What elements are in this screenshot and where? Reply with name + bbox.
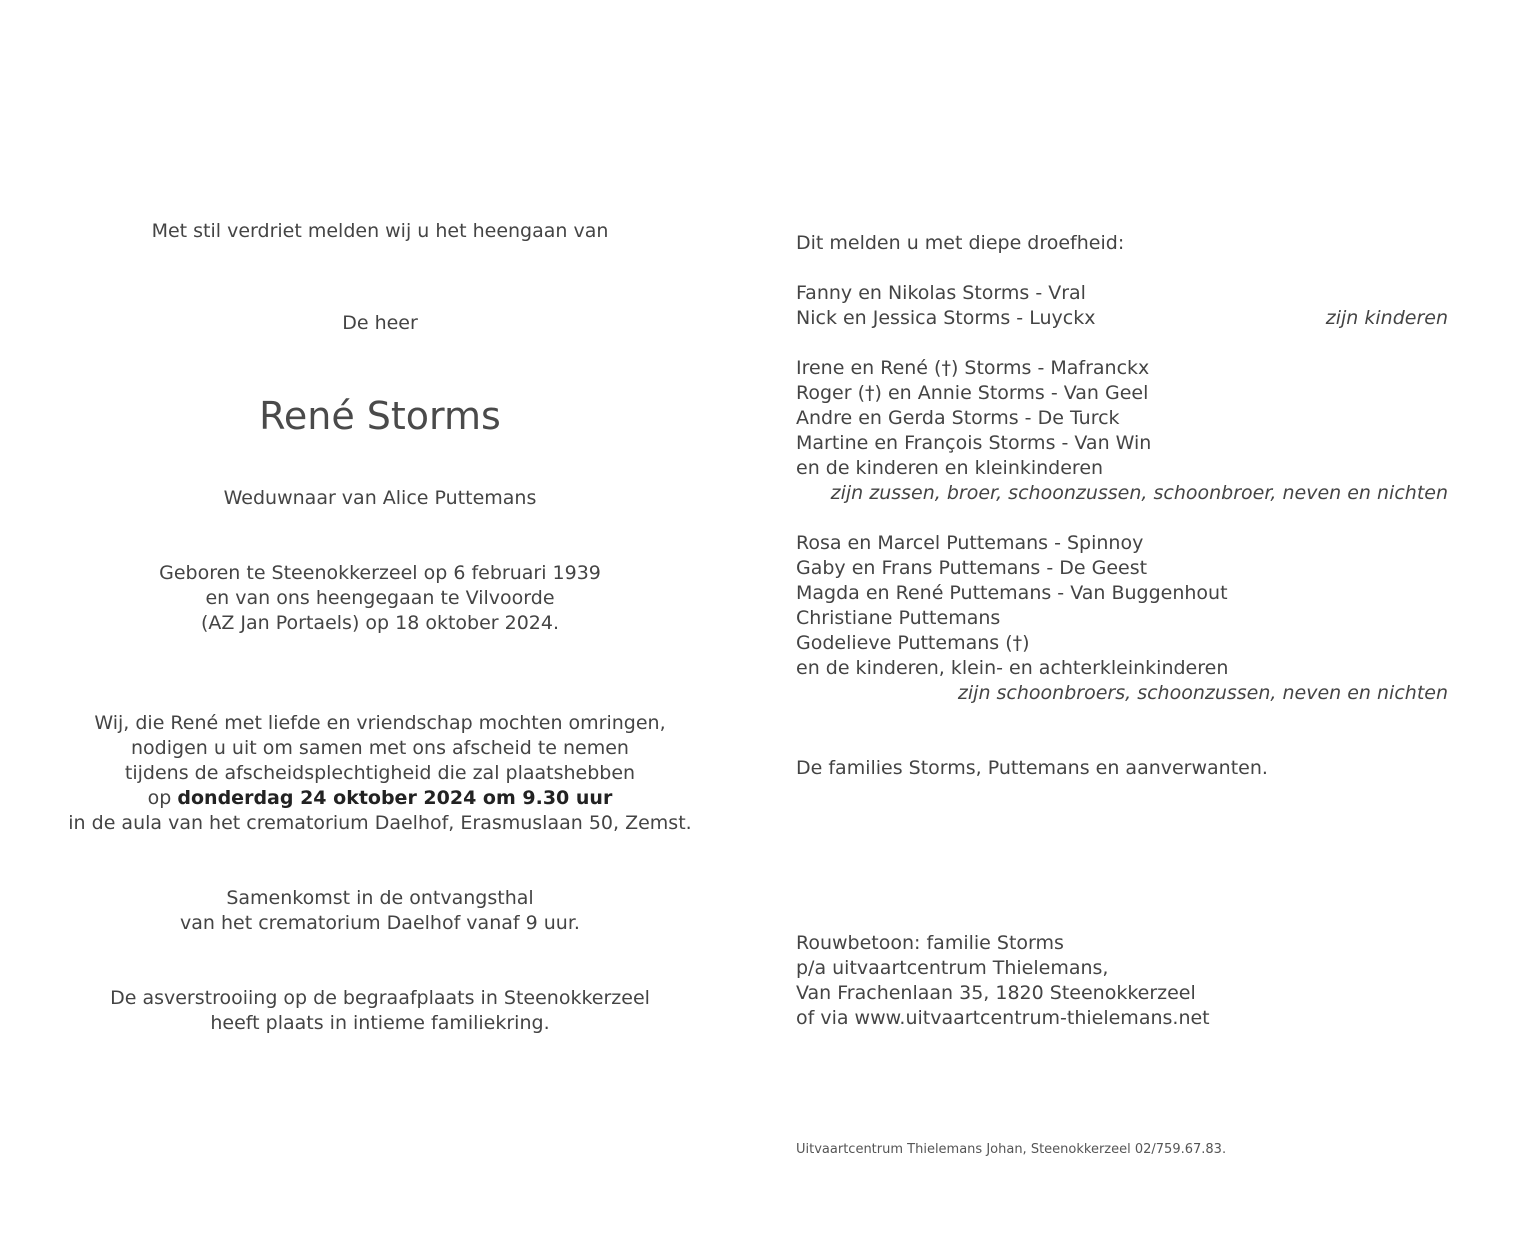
ceremony-location: in de aula van het crematorium Daelhof, Erasmuslaan 50, Zemst. (68, 812, 692, 834)
honorific: De heer (342, 312, 418, 334)
invitation-line: Wij, die René met liefde en vriendschap mochten omringen, (94, 712, 666, 734)
scattering-line: De asverstrooiing op de begraafplaats in Steenokkerzeel (110, 987, 650, 1009)
inlaw-entry: Christiane Puttemans (796, 607, 1001, 629)
condolence-line: p/a uitvaartcentrum Thielemans, (796, 957, 1109, 979)
inlaws-role: zijn schoonbroers, schoonzussen, neven en nichten (957, 682, 1448, 704)
birth-line: (AZ Jan Portaels) op 18 oktober 2024. (200, 612, 560, 634)
inlaw-entry: Gaby en Frans Puttemans - De Geest (796, 557, 1148, 579)
invitation-line: tijdens de afscheidsplechtigheid die zal plaatshebben (124, 762, 636, 784)
condolence-line: Van Frachenlaan 35, 1820 Steenokkerzeel (796, 982, 1196, 1004)
gathering-line: van het crematorium Daelhof vanaf 9 uur. (180, 912, 580, 934)
birth-line: en van ons heengegaan te Vilvoorde (205, 587, 555, 609)
siblings-role: zijn zussen, broer, schoonzussen, schoonbroer, neven en nichten (830, 482, 1448, 504)
sibling-entry: en de kinderen en kleinkinderen (796, 457, 1104, 479)
inlaw-entry: en de kinderen, klein- en achterkleinkinderen (796, 657, 1229, 679)
invitation-line: nodigen u uit om samen met ons afscheid te nemen (131, 737, 629, 759)
ceremony-date-line (30, 786, 730, 811)
scattering-line: heeft plaats in intieme familiekring. (210, 1012, 550, 1034)
intro-text: Met stil verdriet melden wij u het heengaan van (151, 220, 609, 242)
condolence-line: Rouwbetoon: familie Storms (796, 932, 1064, 954)
sibling-entry: Irene en René (†) Storms - Mafranckx (796, 357, 1150, 379)
inlaw-entry: Rosa en Marcel Puttemans - Spinnoy (796, 532, 1144, 554)
family-intro: Dit melden u met diepe droefheid: (796, 232, 1125, 254)
child-entry: Nick en Jessica Storms - Luyckx (796, 307, 1096, 329)
birth-line: Geboren te Steenokkerzeel op 6 februari 1939 (159, 562, 601, 584)
inlaw-entry: Godelieve Puttemans (†) (796, 632, 1030, 654)
child-entry: Fanny en Nikolas Storms - Vral (796, 282, 1086, 304)
sibling-entry: Andre en Gerda Storms - De Turck (796, 407, 1120, 429)
sibling-entry: Martine en François Storms - Van Win (796, 432, 1152, 454)
families-line: De families Storms, Puttemans en aanverwanten. (796, 757, 1268, 779)
condolence-line: of via www.uitvaartcentrum-thielemans.net (796, 1007, 1210, 1029)
deceased-name: René Storms (259, 394, 501, 438)
ceremony-date: donderdag 24 oktober 2024 om 9.30 uur (177, 787, 613, 809)
children-role: zijn kinderen (1325, 307, 1448, 329)
gathering-line: Samenkomst in de ontvangsthal (226, 887, 534, 909)
sibling-entry: Roger (†) en Annie Storms - Van Geel (796, 382, 1149, 404)
funeral-home-footer: Uitvaartcentrum Thielemans Johan, Steenokkerzeel 02/759.67.83. (796, 1142, 1227, 1157)
date-prefix: op (147, 787, 172, 809)
spouse-text: Weduwnaar van Alice Puttemans (223, 487, 537, 509)
inlaw-entry: Magda en René Puttemans - Van Buggenhout (796, 582, 1228, 604)
